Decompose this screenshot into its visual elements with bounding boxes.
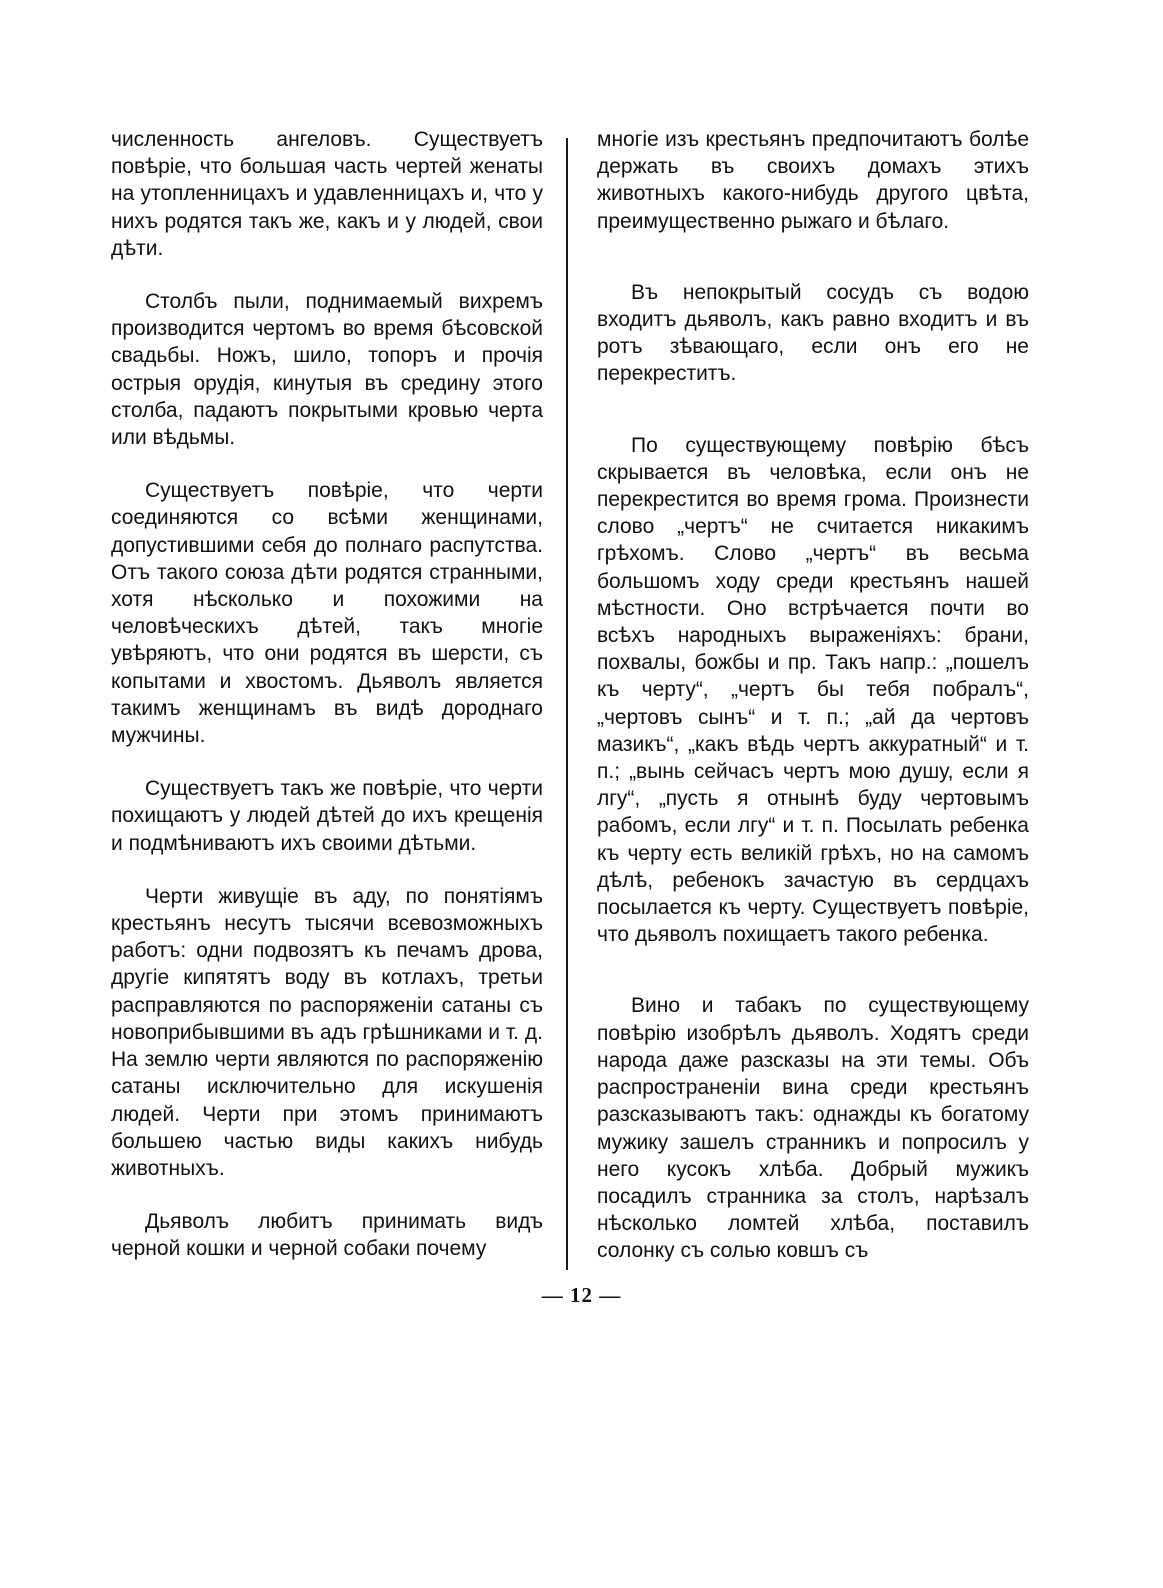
paragraph: Дьяволъ любитъ принимать видъ черной кошки и черной собаки почему	[111, 1210, 543, 1261]
left-column	[111, 126, 543, 1263]
paragraph: Столбъ пыли, поднимаемый вихремъ производится чертомъ во время бѣсовской свадьбы. Ножъ, шило, топоръ и прочія острыя орудія, кинутыя въ средину этого столба, падаютъ покрытыми кровью черта или вѣдьмы.	[111, 290, 543, 450]
paragraph: Въ непокрытый сосудъ съ водою входитъ дьяволъ, какъ равно входитъ и въ ротъ зѣвающаго, если онъ его не перекреститъ.	[597, 280, 1029, 386]
paragraph: По существующему повѣрію бѣсъ скрывается въ человѣка, если онъ не перекрестится во время грома. Произнести слово „чертъ“ не считается никакимъ грѣхомъ. Слово „чертъ“ въ весьма большомъ ходу среди крестьянъ нашей мѣстности. Оно встрѣчается почти во всѣхъ народныхъ выраженіяхъ: брани, похвалы, божбы и пр. Такъ напр.: „пошелъ къ черту“, „чертъ бы тебя побралъ“, „чертовъ сынъ“ и т. п.; „ай да чертовъ мазикъ“, „какъ вѣдь чертъ аккуратный“ и т. п.; „вынь сейчасъ чертъ мою душу, если я лгу“, „пусть я отнынѣ буду чертовымъ рабомъ, если лгу“ и т. п. Посылать ребенка къ черту есть великій грѣхъ, но на самомъ дѣлѣ, ребенокъ зачастую въ сердцахъ посылается къ черту. Существуетъ повѣріе, что дьяволъ похищаетъ такого ребенка.	[597, 433, 1029, 947]
paragraph: Вино и табакъ по существующему повѣрію изобрѣлъ дьяволъ. Ходятъ среди народа даже разсказы на эти темы. Объ распространеніи вина среди крестьянъ разсказываютъ такъ: однажды къ богатому мужику зашелъ странникъ и попросилъ у него кусокъ хлѣба. Добрый мужикъ посадилъ странника за столъ, нарѣзалъ нѣсколько ломтей хлѣба, поставилъ солонку съ солью ковшъ съ	[597, 994, 1029, 1263]
paragraph: численность ангеловъ. Существуетъ повѣріе, что большая часть чертей женаты на утопленницахъ и удавленницахъ и, что у нихъ родятся такъ же, какъ и у людей, свои дѣти.	[111, 128, 543, 260]
page-number: — 12 —	[541, 1283, 622, 1307]
column-divider	[566, 138, 568, 1270]
paragraph: Существуетъ повѣріе, что черти соединяются со всѣми женщинами, допустившими себя до полнаго распутства. Отъ такого союза дѣти родятся странными, хотя нѣсколько и похожими на человѣческихъ дѣтей, такъ многіе увѣряютъ, что они родятся въ шерсти, съ копытами и хвостомъ. Дьяволъ является такимъ женщинамъ въ видѣ дороднаго мужчины.	[111, 479, 543, 748]
paragraph: многіе изъ крестьянъ предпочитаютъ болѣе держать въ своихъ домахъ этихъ животныхъ какого-нибудь другого цвѣта, преимущественно рыжаго и бѣлаго.	[597, 128, 1029, 233]
paragraph: Существуетъ такъ же повѣріе, что черти похищаютъ у людей дѣтей до ихъ крещенія и подмѣниваютъ ихъ своими дѣтьми.	[111, 777, 543, 855]
paragraph: Черти живущіе въ аду, по понятіямъ крестьянъ несутъ тысячи всевозможныхъ работъ: одни подвозятъ къ печамъ дрова, другіе кипятятъ воду въ котлахъ, третьи расправляются по распоряженіи сатаны съ новоприбывшими въ адъ грѣшниками и т. д. На землю черти являются по распоряженію сатаны исключительно для искушенія людей. Черти при этомъ принимаютъ большею частью виды какихъ нибудь животныхъ.	[111, 884, 543, 1180]
right-column	[597, 126, 1029, 1265]
